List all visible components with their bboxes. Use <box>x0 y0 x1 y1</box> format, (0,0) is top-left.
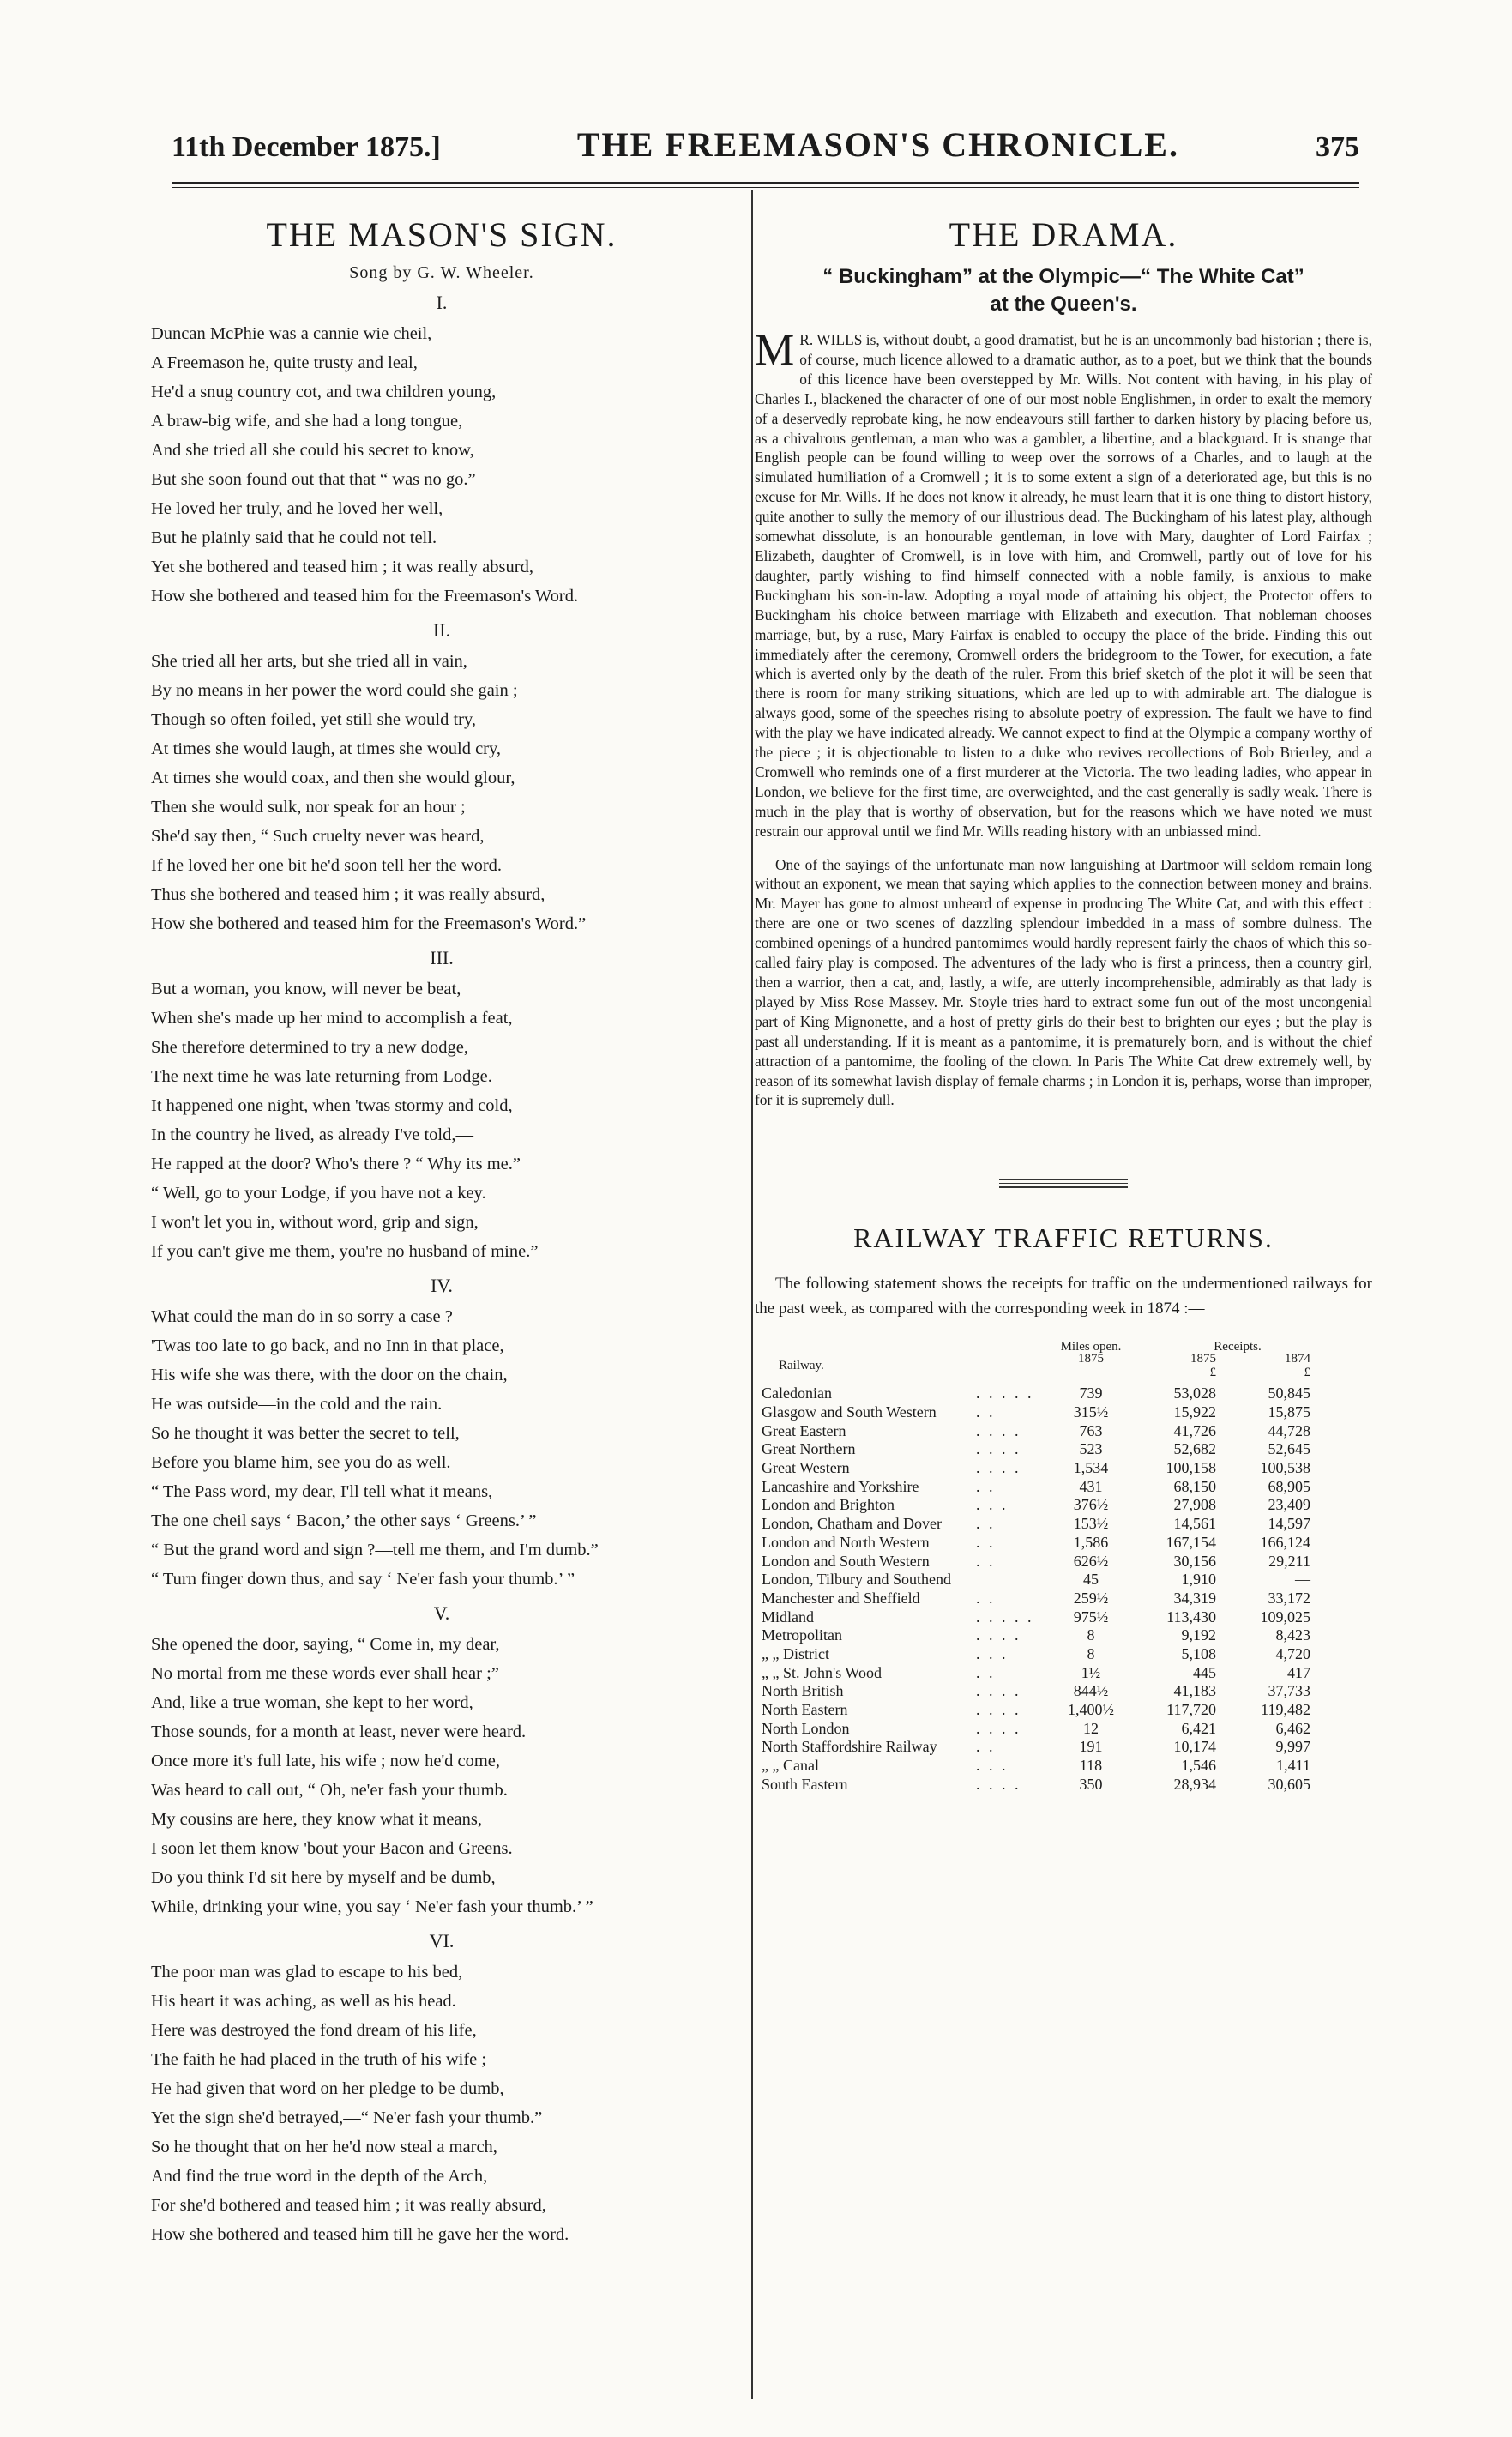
poem-line: “ Turn finger down thus, and say ‘ Ne'er fash your thumb.’ ” <box>151 1570 575 1589</box>
poem-line: He was outside—in the cold and the rain. <box>151 1395 443 1414</box>
miles-open: 191 <box>1079 1738 1103 1756</box>
publication-title: THE FREEMASON'S CHRONICLE. <box>576 125 1179 164</box>
railway-name: South Eastern <box>762 1775 848 1793</box>
currency-1874: £ <box>1304 1366 1310 1380</box>
drama-paragraph-2: One of the sayings of the unfortunate man now languishing at Dartmoor will seldom remain long without an exponent, we mean that saying which applies to the connection between money and brains. Mr. Mayer has gone to almost unheard of expense in producing The White Cat, and with this effect : there are one or two scenes of dazzling splendour imbedded in a mass of sombre dulness. The combined openings of a hundred pantomimes would hardly represent fairly the chaos of which this so-called fairy play is composed. The adventures of the lady who is first a princess, then a country girl, then a warrior, then a cat, and, lastly, a wife, are utterly incomprehensible, admirably as that lady is played by Miss Rose Massey. Mr. Stoyle tries hard to extract some fun out of the most uncongenial part of King Mignonette, and a host of pretty girls do their best to brighten our eyes ; but the play is past all understanding. If it is meant as a pantomime, it is prematurely born, and is without the chief attraction of a pantomime, the fooling of the clown. In Paris The White Cat drew extremely well, by reason of its somewhat lavish display of female charms ; in London it is, perhaps, worse than improper, for it is supremely dull. <box>755 855 1372 1109</box>
poem-line: What could the man do in so sorry a case ? <box>151 1307 453 1326</box>
receipts-1874: 119,482 <box>1261 1701 1310 1719</box>
page-number: 375 <box>1315 131 1359 163</box>
leader-dots: . . . <box>976 1496 1009 1514</box>
drama-subtitle-line-2: at the Queen's. <box>990 293 1137 316</box>
table-row <box>762 1459 1310 1478</box>
poem-line: His heart it was aching, as well as his head. <box>151 1992 456 2011</box>
leader-dots: . . . . <box>976 1719 1021 1737</box>
railway-name: Midland <box>762 1608 814 1626</box>
poem-line: Those sounds, for a month at least, never were heard. <box>151 1722 527 1741</box>
stanza-number: IV. <box>431 1275 453 1296</box>
drama-title: THE DRAMA. <box>949 215 1178 254</box>
poem-line: In the country he lived, as already I've told,— <box>151 1125 473 1144</box>
poem-line: For she'd bothered and teased him ; it was really absurd, <box>151 2196 546 2215</box>
leader-dots: . . <box>976 1515 996 1533</box>
miles-open: 8 <box>1087 1626 1095 1644</box>
leader-dots: . . . . <box>976 1421 1021 1439</box>
poem-line: She tried all her arts, but she tried all in vain, <box>151 652 467 671</box>
receipts-1875: 53,028 <box>1173 1384 1216 1402</box>
table-row <box>762 1571 1310 1589</box>
poem-line: Was heard to call out, “ Oh, ne'er fash your thumb. <box>151 1781 508 1800</box>
receipts-1874: 15,875 <box>1268 1403 1310 1421</box>
drama-subtitle <box>755 263 1372 318</box>
table-row <box>762 1701 1310 1720</box>
miles-open: 8 <box>1087 1644 1095 1662</box>
column-divider <box>751 190 753 2399</box>
right-column <box>755 214 1372 1794</box>
poem-byline: Song by G. W. Wheeler. <box>349 263 534 282</box>
railway-name: Glasgow and South Western <box>762 1403 937 1421</box>
poem-line: He had given that word on her pledge to be dumb, <box>151 2079 504 2098</box>
receipts-1875: 6,421 <box>1181 1719 1216 1737</box>
receipts-1874: — <box>1295 1571 1310 1589</box>
leader-dots: . . <box>976 1533 996 1551</box>
stanza-number: VI. <box>429 1930 455 1951</box>
poem-line: Once more it's full late, his wife ; now he'd come, <box>151 1752 501 1770</box>
poem-line: “ The Pass word, my dear, I'll tell what it means, <box>151 1482 493 1501</box>
poem-line: And she tried all she could his secret to know, <box>151 441 474 460</box>
railway-name: „ „ Canal <box>762 1757 819 1775</box>
miles-open: 431 <box>1079 1477 1103 1495</box>
receipts-1874: 166,124 <box>1260 1533 1310 1551</box>
receipts-1874: 50,845 <box>1268 1384 1310 1402</box>
table-row <box>762 1682 1310 1701</box>
table-row <box>762 1403 1310 1422</box>
poem-line: How she bothered and teased him till he gave her the word. <box>151 2225 569 2244</box>
col-header-miles: Miles open. <box>1060 1340 1122 1354</box>
receipts-1874: 44,728 <box>1268 1421 1310 1439</box>
drama-paragraph-1 <box>755 326 1372 841</box>
poem-line: The next time he was late returning from Lodge. <box>151 1067 492 1086</box>
railway-name: London and North Western <box>762 1533 930 1551</box>
railway-name: North Eastern <box>762 1701 848 1719</box>
poem-line: “ But the grand word and sign ?—tell me them, and I'm dumb.” <box>151 1541 599 1559</box>
receipts-1874: 14,597 <box>1268 1515 1310 1533</box>
poem-line: He rapped at the door? Who's there ? “ Why its me.” <box>151 1155 521 1173</box>
leader-dots: . . . . <box>976 1626 1021 1644</box>
leader-dots: . . . <box>976 1757 1009 1775</box>
leader-dots: . . . <box>976 1644 1009 1662</box>
poem-line: The one cheil says ‘ Bacon,’ the other says ‘ Greens.’ ” <box>151 1511 537 1530</box>
receipts-1875: 100,158 <box>1166 1459 1216 1477</box>
poem-line: If he loved her one bit he'd soon tell her the word. <box>151 856 503 875</box>
leader-dots: . . <box>976 1552 996 1570</box>
miles-open: 118 <box>1079 1757 1103 1775</box>
receipts-1874: 29,211 <box>1268 1552 1310 1570</box>
poem-line: But he plainly said that he could not tell. <box>151 528 437 547</box>
col-header-railway: Railway. <box>779 1359 824 1373</box>
poem-line: While, drinking your wine, you say ‘ Ne'er fash your thumb.’ ” <box>151 1897 593 1916</box>
leader-dots: . . <box>976 1477 996 1495</box>
poem-line: But a woman, you know, will never be beat, <box>151 980 461 998</box>
receipts-1875: 41,726 <box>1173 1421 1216 1439</box>
receipts-1875: 34,319 <box>1173 1589 1216 1607</box>
railway-name: London and Brighton <box>762 1496 895 1514</box>
poem-line: It happened one night, when 'twas stormy and cold,— <box>151 1096 531 1115</box>
receipts-1875: 10,174 <box>1173 1738 1216 1756</box>
table-row <box>762 1645 1310 1664</box>
table-row <box>762 1422 1310 1441</box>
poem-line: Though so often foiled, yet still she would try, <box>151 710 477 729</box>
miles-open: 12 <box>1083 1719 1099 1737</box>
receipts-1874: 8,423 <box>1275 1626 1310 1644</box>
miles-open: 626½ <box>1073 1552 1109 1570</box>
drama-paragraph-1-text: R. WILLS is, without doubt, a good dramatist, but he is an uncommonly bad historian ; there is, of course, much licence allowed to a dramatic author, as to a poet, but we think that the bounds of this licence have been overstepped by Mr. Wills. Not content with having, in his play of Charles I., blackened the character of one of our most noble Englishmen, in order to exalt the memory of a deservedly reprobate king, he now endeavours still farther to darken history by placing before us, as a chivalrous gentleman, a man who was a gambler, a libertine, and a blackguard. It is strange that English people can be found willing to weep over the sorrows of a Charles, and to laugh at the simulated humiliation of a Cromwell ; it is to some extent a sign of a deteriorated age, but this is no excuse for Mr. Wills. If he does not know it already, he must learn that it is one thing to distort history, quite another to sully the memory of our illustrious dead. The Buckingham of his latest play, although somewhat dissolute, is an honourable gentleman, in love with Mary, daughter of Lord Fairfax ; Elizabeth, daughter of Cromwell, is in love with him, and Cromwell, partly out of love for his daughter, partly wishing to find himself connected with a noble family, is anxious to make Buckingham his son-in-law. Adopting a royal mode of attaining his object, the Protector offers to Buckingham his choice between marriage with Elizabeth and execution. That nobleman chooses marriage, but, by a ruse, Mary Fairfax is enabled to occupy the place of the bride. Finding this out immediately after the ceremony, Cromwell orders the bridegroom to the Tower, for execution, a fate which is averted only by the death of the ruler. From this brief sketch of the plot it will be seen that there is room for many striking situations, which are led up to with admirable art. The dialogue is always good, some of the speeches rising to absolute poetry of expression. The fault we have to find with the play we have indicated already. We cannot expect to find at the Olympic a company worthy of the piece ; it is objectionable to listen to a duke who revives recollections of Bob Brierley, and a Cromwell who reminds one of a first murderer at the Victoria. The two leading ladies, who appear in London, we believe for the first time, are overweighted, and the cast generally is sadly weak. There is much in the play that is worthy of observation, but for the reasons which we have noted we must restrain our approval until we find Mr. Wills reading history with an unbiassed mind. <box>755 331 1372 840</box>
poem-line: Yet the sign she'd betrayed,—“ Ne'er fash your thumb.” <box>151 2108 543 2127</box>
miles-open: 45 <box>1083 1571 1099 1589</box>
railway-intro: The following statement shows the receipts for traffic on the undermentioned railways for the past week, as compared with the corresponding week in 1874 :— <box>755 1275 1372 1318</box>
poem-stanzas <box>146 292 738 2249</box>
drop-cap: M <box>755 326 795 375</box>
railway-name: London, Tilbury and Southend <box>762 1571 952 1589</box>
miles-open: 1,586 <box>1073 1533 1109 1551</box>
railway-name: Great Northern <box>762 1440 856 1458</box>
miles-open: 1,400½ <box>1068 1701 1114 1719</box>
receipts-1875: 1,546 <box>1181 1757 1216 1775</box>
receipts-1874: 23,409 <box>1268 1496 1310 1514</box>
poem-line: 'Twas too late to go back, and no Inn in that place, <box>151 1336 504 1355</box>
railway-name: Great Eastern <box>762 1421 846 1439</box>
poem-line: Do you think I'd sit here by myself and be dumb, <box>151 1868 496 1887</box>
poem-line: Yet she bothered and teased him ; it was really absurd, <box>151 558 533 576</box>
railway-name: North British <box>762 1682 844 1700</box>
receipts-1874: 52,645 <box>1268 1440 1310 1458</box>
leader-dots: . . <box>976 1589 996 1607</box>
receipts-1874: 37,733 <box>1268 1682 1310 1700</box>
poem-line: A Freemason he, quite trusty and leal, <box>151 353 418 372</box>
railway-table-header <box>762 1340 1310 1384</box>
receipts-1875: 15,922 <box>1173 1403 1216 1421</box>
poem-line: And, like a true woman, she kept to her word, <box>151 1693 473 1712</box>
poem-line: I soon let them know 'bout your Bacon and Greens. <box>151 1839 513 1858</box>
poem-line: At times she would laugh, at times she would cry, <box>151 739 502 758</box>
receipts-1875: 14,561 <box>1173 1515 1216 1533</box>
receipts-1875: 68,150 <box>1173 1477 1216 1495</box>
poem-line: When she's made up her mind to accomplish a feat, <box>151 1009 513 1028</box>
masthead <box>172 124 1359 176</box>
table-row <box>762 1589 1310 1608</box>
receipts-1874: 33,172 <box>1268 1589 1310 1607</box>
receipts-1875: 9,192 <box>1181 1626 1216 1644</box>
railway-name: Great Western <box>762 1459 850 1477</box>
railway-name: London and South Western <box>762 1552 930 1570</box>
miles-open: 739 <box>1079 1384 1103 1402</box>
poem-line: She'd say then, “ Such cruelty never was heard, <box>151 827 485 846</box>
miles-open: 153½ <box>1073 1515 1109 1533</box>
receipts-1874: 1,411 <box>1276 1757 1310 1775</box>
railway-name: North London <box>762 1719 850 1737</box>
poem-line: The poor man was glad to escape to his bed, <box>151 1963 463 1982</box>
drama-subtitle-line-1: “ Buckingham” at the Olympic—“ The White Cat” <box>822 265 1304 288</box>
receipts-1875: 41,183 <box>1173 1682 1216 1700</box>
railway-name: Metropolitan <box>762 1626 842 1644</box>
miles-open: 350 <box>1079 1775 1103 1793</box>
poem-line: Here was destroyed the fond dream of his life, <box>151 2021 477 2040</box>
miles-open: 376½ <box>1073 1496 1109 1514</box>
receipts-1874: 68,905 <box>1268 1477 1310 1495</box>
table-row <box>762 1626 1310 1645</box>
poem-line: So he thought it was better the secret to tell, <box>151 1424 460 1443</box>
poem-line: But she soon found out that that “ was no go.” <box>151 470 476 489</box>
railway-table-body <box>762 1384 1310 1794</box>
railway-table <box>762 1340 1310 1794</box>
poem-line: At times she would coax, and then she would glour, <box>151 769 515 787</box>
poem-line: How she bothered and teased him for the Freemason's Word.” <box>151 914 587 933</box>
receipts-1875: 113,430 <box>1166 1608 1216 1626</box>
poem-line: How she bothered and teased him for the Freemason's Word. <box>151 587 579 606</box>
miles-open: 259½ <box>1073 1589 1109 1607</box>
miles-open: 523 <box>1079 1440 1103 1458</box>
col-header-1875: 1875 <box>1190 1352 1216 1366</box>
receipts-1875: 52,682 <box>1173 1440 1216 1458</box>
stanza-number: V. <box>433 1602 450 1624</box>
poem-line: Then she would sulk, nor speak for an hour ; <box>151 798 466 817</box>
table-row <box>762 1496 1310 1515</box>
miles-open: 844½ <box>1073 1682 1109 1700</box>
railway-name: Lancashire and Yorkshire <box>762 1477 919 1495</box>
table-row <box>762 1776 1310 1795</box>
receipts-1874: 417 <box>1287 1663 1310 1681</box>
receipts-1874: 4,720 <box>1275 1644 1310 1662</box>
railway-name: North Staffordshire Railway <box>762 1738 937 1756</box>
leader-dots: . . . . <box>976 1459 1021 1477</box>
railway-name: „ „ District <box>762 1644 829 1662</box>
table-row <box>762 1664 1310 1683</box>
receipts-1875: 117,720 <box>1166 1701 1216 1719</box>
receipts-1874: 9,997 <box>1275 1738 1310 1756</box>
leader-dots: . . . . <box>976 1440 1021 1458</box>
leader-dots: . . . . . <box>976 1384 1034 1402</box>
issue-date: 11th December 1875.] <box>172 131 441 163</box>
poem-line: She opened the door, saying, “ Come in, my dear, <box>151 1635 500 1654</box>
receipts-1874: 100,538 <box>1260 1459 1310 1477</box>
receipts-1874: 109,025 <box>1260 1608 1310 1626</box>
receipts-1875: 5,108 <box>1181 1644 1216 1662</box>
receipts-1874: 6,462 <box>1275 1719 1310 1737</box>
receipts-1875: 27,908 <box>1173 1496 1216 1514</box>
col-header-1874: 1874 <box>1285 1352 1310 1366</box>
poem-line: Before you blame him, see you do as well. <box>151 1453 451 1472</box>
poem-line: He loved her truly, and he loved her well, <box>151 499 443 518</box>
leader-dots: . . . . <box>976 1775 1021 1793</box>
railway-name: Caledonian <box>762 1384 832 1402</box>
leader-dots: . . . . <box>976 1701 1021 1719</box>
section-ornament <box>999 1179 1128 1188</box>
receipts-1875: 167,154 <box>1166 1533 1216 1551</box>
header-rule-thin <box>172 187 1359 188</box>
receipts-1875: 28,934 <box>1173 1775 1216 1793</box>
receipts-1874: 30,605 <box>1268 1775 1310 1793</box>
poem-column <box>146 214 738 2249</box>
miles-open: 1,534 <box>1073 1459 1109 1477</box>
table-row <box>762 1440 1310 1459</box>
stanza-number: I. <box>436 292 448 313</box>
leader-dots: . . <box>976 1663 996 1681</box>
receipts-1875: 1,910 <box>1181 1571 1216 1589</box>
table-row <box>762 1757 1310 1776</box>
leader-dots: . . . . <box>976 1682 1021 1700</box>
stanza-number: III. <box>430 947 454 968</box>
poem-title: THE MASON'S SIGN. <box>266 215 617 254</box>
poem-line: If you can't give me them, you're no husband of mine.” <box>151 1242 539 1261</box>
table-row <box>762 1515 1310 1534</box>
poem-line: The faith he had placed in the truth of his wife ; <box>151 2050 487 2069</box>
poem-line: Thus she bothered and teased him ; it was really absurd, <box>151 885 545 904</box>
table-row <box>762 1738 1310 1757</box>
poem-line: He'd a snug country cot, and twa children young, <box>151 383 497 401</box>
table-row <box>762 1720 1310 1739</box>
col-header-receipts: Receipts. <box>1214 1340 1262 1354</box>
table-row <box>762 1478 1310 1497</box>
poem-line: “ Well, go to your Lodge, if you have not a key. <box>151 1184 486 1203</box>
poem-line: My cousins are here, they know what it means, <box>151 1810 482 1829</box>
railway-title: RAILWAY TRAFFIC RETURNS. <box>853 1222 1274 1254</box>
poem-line: She therefore determined to try a new dodge, <box>151 1038 469 1057</box>
receipts-1875: 445 <box>1193 1663 1216 1681</box>
table-row <box>762 1534 1310 1553</box>
miles-open: 315½ <box>1073 1403 1109 1421</box>
miles-open: 763 <box>1079 1421 1103 1439</box>
poem-line: And find the true word in the depth of the Arch, <box>151 2167 488 2186</box>
poem-line: No mortal from me these words ever shall hear ;” <box>151 1664 499 1683</box>
miles-open: 1½ <box>1081 1663 1101 1681</box>
poem-line: I won't let you in, without word, grip and sign, <box>151 1213 479 1232</box>
miles-open: 975½ <box>1073 1608 1109 1626</box>
currency-1875: £ <box>1209 1366 1216 1380</box>
railway-name: London, Chatham and Dover <box>762 1515 942 1533</box>
poem-line: His wife she was there, with the door on the chain, <box>151 1366 508 1384</box>
railway-name: „ „ St. John's Wood <box>762 1663 882 1681</box>
leader-dots: . . . . . <box>976 1608 1034 1626</box>
poem-line: So he thought that on her he'd now steal a march, <box>151 2138 497 2157</box>
poem-line: By no means in her power the word could she gain ; <box>151 681 518 700</box>
poem-line: Duncan McPhie was a cannie wie cheil, <box>151 324 432 343</box>
leader-dots: . . <box>976 1738 996 1756</box>
receipts-1875: 30,156 <box>1173 1552 1216 1570</box>
table-row <box>762 1553 1310 1571</box>
table-row <box>762 1608 1310 1627</box>
leader-dots: . . <box>976 1403 996 1421</box>
drama-article <box>755 326 1372 1110</box>
header-rule <box>172 182 1359 184</box>
table-row <box>762 1384 1310 1403</box>
stanza-number: II. <box>432 619 451 641</box>
railway-name: Manchester and Sheffield <box>762 1589 920 1607</box>
col-header-miles-year: 1875 <box>1078 1352 1104 1366</box>
poem-line: A braw-big wife, and she had a long tongue, <box>151 412 463 431</box>
